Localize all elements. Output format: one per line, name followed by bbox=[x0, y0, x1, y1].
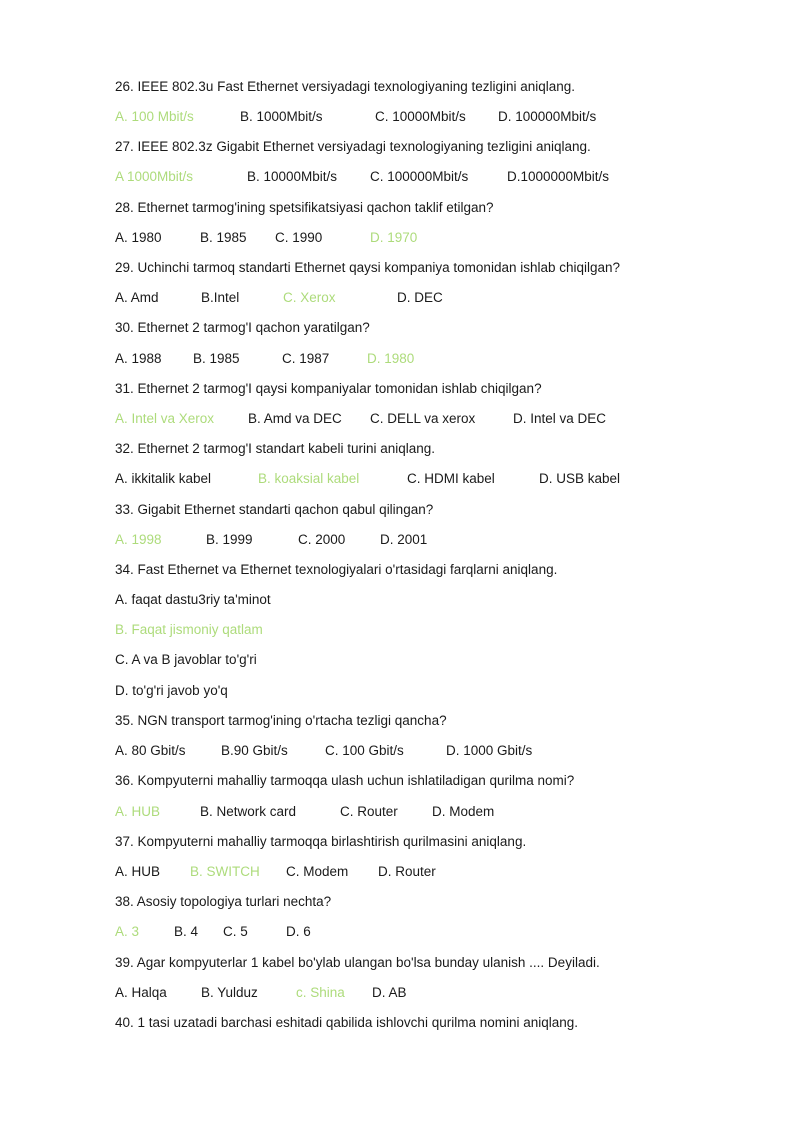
q31-option-a-correct: A. Intel va Xerox bbox=[115, 411, 215, 426]
q35-option-a: A. 80 Gbit/s bbox=[115, 743, 186, 758]
question-27: 27. IEEE 802.3z Gigabit Ethernet versiyadagi texnologiyaning tezligini aniqlang. bbox=[115, 139, 591, 154]
q35-option-b: B.90 Gbit/s bbox=[221, 743, 288, 758]
question-33: 33. Gigabit Ethernet standarti qachon qabul qilingan? bbox=[115, 502, 434, 517]
q26-option-a-correct: A. 100 Mbit/s bbox=[115, 109, 194, 124]
q34-option-a: A. faqat dastu3riy ta'minot bbox=[115, 592, 271, 607]
q35-option-c: C. 100 Gbit/s bbox=[325, 743, 404, 758]
q34-option-d: D. to'g'ri javob yo'q bbox=[115, 683, 228, 698]
q37-option-b-correct: B. SWITCH bbox=[190, 864, 260, 879]
question-37: 37. Kompyuterni mahalliy tarmoqqa birlashtirish qurilmasini aniqlang. bbox=[115, 834, 527, 849]
q37-option-c: C. Modem bbox=[286, 864, 349, 879]
q36-option-d: D. Modem bbox=[432, 804, 495, 819]
question-36: 36. Kompyuterni mahalliy tarmoqqa ulash uchun ishlatiladigan qurilma nomi? bbox=[115, 773, 575, 788]
q36-option-c: C. Router bbox=[340, 804, 398, 819]
q33-option-d: D. 2001 bbox=[380, 532, 428, 547]
question-30: 30. Ethernet 2 tarmog'I qachon yaratilgan? bbox=[115, 320, 370, 335]
q26-option-d: D. 100000Mbit/s bbox=[498, 109, 597, 124]
q29-option-a: A. Amd bbox=[115, 290, 159, 305]
question-32: 32. Ethernet 2 tarmog'I standart kabeli turini aniqlang. bbox=[115, 441, 436, 456]
q33-option-b: B. 1999 bbox=[206, 532, 253, 547]
q28-option-b: B. 1985 bbox=[200, 230, 247, 245]
q30-option-a: A. 1988 bbox=[115, 351, 162, 366]
question-35: 35. NGN transport tarmog'ining o'rtacha tezligi qancha? bbox=[115, 713, 447, 728]
q39-option-c-correct: c. Shina bbox=[296, 985, 345, 1000]
q32-option-c: C. HDMI kabel bbox=[407, 471, 495, 486]
q26-option-b: B. 1000Mbit/s bbox=[240, 109, 323, 124]
q31-option-d: D. Intel va DEC bbox=[513, 411, 607, 426]
q26-option-c: C. 10000Mbit/s bbox=[375, 109, 466, 124]
q36-option-a-correct: A. HUB bbox=[115, 804, 161, 819]
q31-option-b: B. Amd va DEC bbox=[248, 411, 342, 426]
q36-option-b: B. Network card bbox=[200, 804, 297, 819]
q37-option-d: D. Router bbox=[378, 864, 436, 879]
q34-option-b-correct: B. Faqat jismoniy qatlam bbox=[115, 622, 263, 637]
q38-option-d: D. 6 bbox=[286, 924, 311, 939]
q29-option-b: B.Intel bbox=[201, 290, 240, 305]
q35-option-d: D. 1000 Gbit/s bbox=[446, 743, 533, 758]
question-40: 40. 1 tasi uzatadi barchasi eshitadi qabilida ishlovchi qurilma nomini aniqlang. bbox=[115, 1015, 579, 1030]
q27-option-b: B. 10000Mbit/s bbox=[247, 169, 338, 184]
q28-option-c: C. 1990 bbox=[275, 230, 323, 245]
q33-option-a-correct: A. 1998 bbox=[115, 532, 162, 547]
q29-option-c-correct: C. Xerox bbox=[283, 290, 336, 305]
q30-option-c: C. 1987 bbox=[282, 351, 330, 366]
q38-option-b: B. 4 bbox=[174, 924, 199, 939]
question-28: 28. Ethernet tarmog'ining spetsifikatsiyasi qachon taklif etilgan? bbox=[115, 200, 494, 215]
q29-option-d: D. DEC bbox=[397, 290, 443, 305]
q38-option-a-correct: A. 3 bbox=[115, 924, 140, 939]
q31-option-c: C. DELL va xerox bbox=[370, 411, 476, 426]
question-29: 29. Uchinchi tarmoq standarti Ethernet qaysi kompaniya tomonidan ishlab chiqilgan? bbox=[115, 260, 621, 275]
q39-option-a: A. Halqa bbox=[115, 985, 167, 1000]
q38-option-c: C. 5 bbox=[223, 924, 248, 939]
q37-option-a: A. HUB bbox=[115, 864, 161, 879]
q30-option-b: B. 1985 bbox=[193, 351, 240, 366]
question-31: 31. Ethernet 2 tarmog'I qaysi kompaniyalar tomonidan ishlab chiqilgan? bbox=[115, 381, 542, 396]
q27-option-a-correct: A 1000Mbit/s bbox=[115, 169, 194, 184]
q28-option-d-correct: D. 1970 bbox=[370, 230, 418, 245]
q27-option-c: C. 100000Mbit/s bbox=[370, 169, 469, 184]
q27-option-d: D.1000000Mbit/s bbox=[507, 169, 610, 184]
question-38: 38. Asosiy topologiya turlari nechta? bbox=[115, 894, 332, 909]
q30-option-d-correct: D. 1980 bbox=[367, 351, 415, 366]
q33-option-c: C. 2000 bbox=[298, 532, 346, 547]
q32-option-b-correct: B. koaksial kabel bbox=[258, 471, 360, 486]
question-34: 34. Fast Ethernet va Ethernet texnologiyalari o'rtasidagi farqlarni aniqlang. bbox=[115, 562, 558, 577]
q34-option-c: C. A va B javoblar to'g'ri bbox=[115, 652, 257, 667]
question-39: 39. Agar kompyuterlar 1 kabel bo'ylab ulangan bo'lsa bunday ulanish .... Deyiladi. bbox=[115, 955, 600, 970]
question-26: 26. IEEE 802.3u Fast Ethernet versiyadagi texnologiyaning tezligini aniqlang. bbox=[115, 79, 576, 94]
q32-option-d: D. USB kabel bbox=[539, 471, 621, 486]
q28-option-a: A. 1980 bbox=[115, 230, 162, 245]
q39-option-d: D. AB bbox=[372, 985, 407, 1000]
q32-option-a: A. ikkitalik kabel bbox=[115, 471, 212, 486]
q39-option-b: B. Yulduz bbox=[201, 985, 258, 1000]
